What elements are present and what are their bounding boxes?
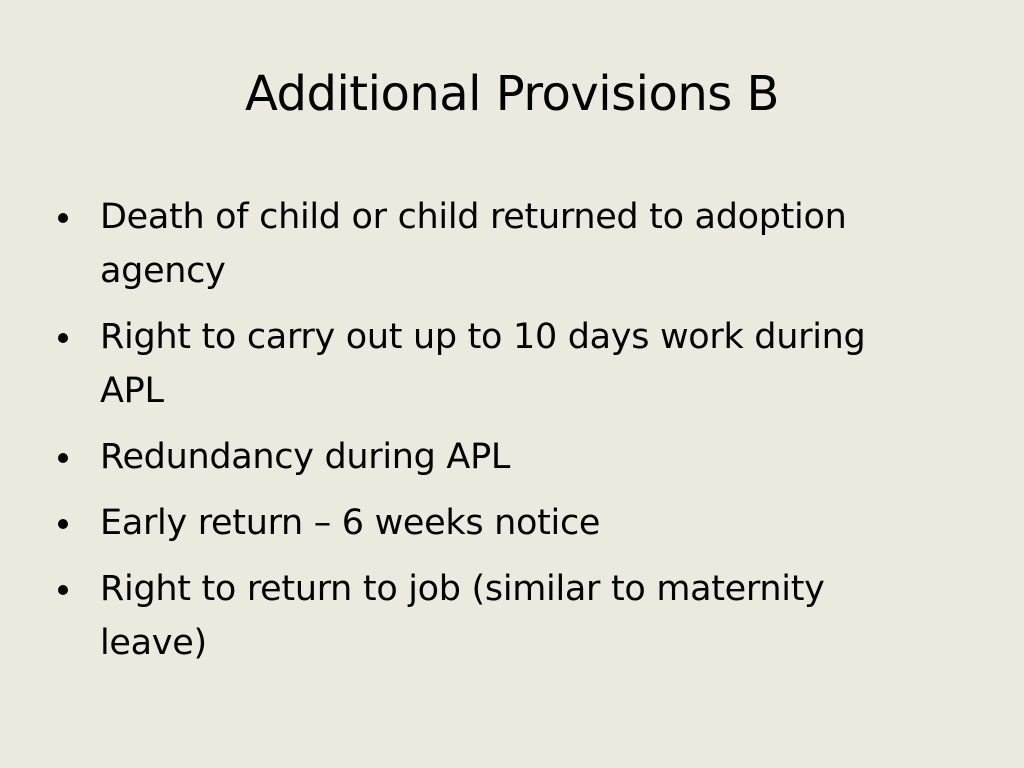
bullet-dot-icon bbox=[58, 453, 68, 463]
slide-title: Additional Provisions B bbox=[245, 66, 779, 122]
bullet-dot-icon bbox=[58, 585, 68, 595]
bullet-dot-icon bbox=[58, 213, 68, 223]
bullet-text: Early return – 6 weeks notice bbox=[100, 503, 601, 543]
bullet-item bbox=[58, 562, 938, 670]
bullet-text: Death of child or child returned to adoption agency bbox=[100, 197, 847, 291]
bullet-item bbox=[58, 430, 938, 484]
bullet-dot-icon bbox=[58, 519, 68, 529]
bullet-text: Right to carry out up to 10 days work during APL bbox=[100, 317, 866, 411]
bullet-item bbox=[58, 190, 938, 298]
bullet-list bbox=[58, 190, 938, 682]
bullet-text: Redundancy during APL bbox=[100, 437, 511, 477]
bullet-item bbox=[58, 310, 938, 418]
bullet-text: Right to return to job (similar to maternity leave) bbox=[100, 569, 825, 663]
bullet-dot-icon bbox=[58, 333, 68, 343]
bullet-item bbox=[58, 496, 938, 550]
